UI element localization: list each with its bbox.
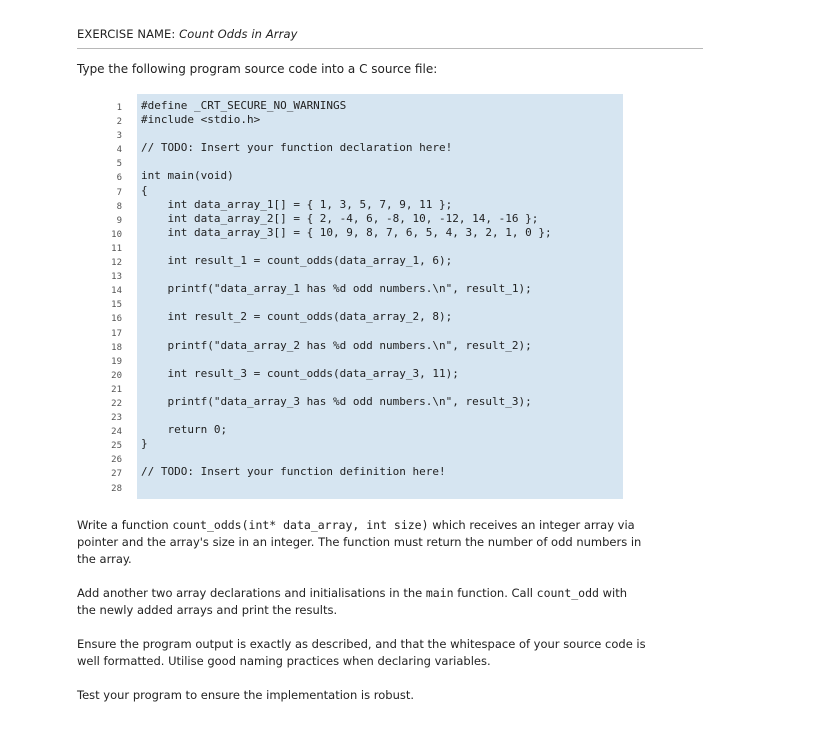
code-line: return 0; xyxy=(141,423,228,437)
count-odd-code: count_odd xyxy=(536,586,599,600)
code-line xyxy=(141,480,621,494)
line-number: 8 xyxy=(116,201,122,212)
instruction-text: function. Call xyxy=(453,586,537,600)
instruction-text: which receives an integer array via pointer and the array's size in an integer. The function must return the number of odd numbers in the array. xyxy=(77,518,642,566)
exercise-label: EXERCISE NAME: xyxy=(77,27,176,41)
function-signature-code: count_odds(int* data_array, int size) xyxy=(172,518,429,532)
line-number: 20 xyxy=(111,370,122,381)
code-line xyxy=(141,409,621,423)
line-number: 6 xyxy=(116,173,122,184)
code-line: int data_array_2[] = { 2, -4, 6, -8, 10, -12, 14, -16 }; xyxy=(141,211,539,225)
line-number: 4 xyxy=(116,145,122,156)
code-line: // TODO: Insert your function definition here! xyxy=(141,465,446,479)
code-line: printf("data_array_2 has %d odd numbers.\n", result_2); xyxy=(141,338,532,352)
code-line: printf("data_array_1 has %d odd numbers.\n", result_1); xyxy=(141,282,532,296)
line-number: 28 xyxy=(111,483,122,494)
code-line: // TODO: Insert your function declaration here! xyxy=(141,141,453,155)
line-number: 23 xyxy=(111,413,122,424)
line-number: 17 xyxy=(111,328,122,339)
main-function-code: main xyxy=(425,586,454,600)
code-line xyxy=(141,325,621,339)
code-line: { xyxy=(141,183,148,197)
line-number: 27 xyxy=(111,469,122,480)
code-line xyxy=(141,268,621,282)
code-line: int result_3 = count_odds(data_array_3, 11); xyxy=(141,366,459,380)
exercise-name: Count Odds in Array xyxy=(179,27,298,41)
instruction-text: Write a function xyxy=(77,518,173,532)
code-line: } xyxy=(141,437,148,451)
code-line xyxy=(141,296,621,310)
instruction-paragraph-3: Ensure the program output is exactly as described, and that the whitespace of your source code is well formatted. Utilise good naming practices when declaring variables. xyxy=(77,637,646,668)
exercise-heading xyxy=(77,27,298,41)
line-number: 22 xyxy=(111,398,122,409)
code-line xyxy=(141,127,621,141)
line-number: 3 xyxy=(116,131,122,142)
code-line xyxy=(141,155,621,169)
instruction-text: Add another two array declarations and initialisations in the xyxy=(77,586,426,600)
instruction-text: with the newly added arrays and print the results. xyxy=(77,586,628,617)
intro-text: Type the following program source code into a C source file: xyxy=(77,62,438,76)
line-number: 7 xyxy=(116,187,122,198)
code-line: int main(void) xyxy=(141,169,234,183)
instruction-paragraph-2 xyxy=(77,585,647,619)
line-number: 18 xyxy=(111,342,122,353)
line-number: 25 xyxy=(111,441,122,452)
line-number: 26 xyxy=(111,455,122,466)
code-line xyxy=(141,353,621,367)
line-number: 1 xyxy=(116,103,122,113)
code-line: int result_1 = count_odds(data_array_1, 6); xyxy=(141,254,453,268)
line-number: 13 xyxy=(111,272,122,283)
line-number: 12 xyxy=(111,258,122,269)
line-number: 14 xyxy=(111,286,122,297)
line-number: 2 xyxy=(116,117,122,128)
code-line xyxy=(141,240,621,254)
line-number: 24 xyxy=(111,427,122,438)
code-line xyxy=(141,381,621,395)
line-number-gutter xyxy=(100,101,122,496)
code-line: #include <stdio.h> xyxy=(141,113,261,127)
line-number: 16 xyxy=(111,314,122,325)
code-listing xyxy=(141,99,621,494)
code-line: #define _CRT_SECURE_NO_WARNINGS xyxy=(141,99,347,112)
line-number: 21 xyxy=(111,384,122,395)
code-line: int data_array_3[] = { 10, 9, 8, 7, 6, 5, 4, 3, 2, 1, 0 }; xyxy=(141,225,552,239)
line-number: 5 xyxy=(116,159,122,170)
line-number: 9 xyxy=(116,215,122,226)
code-line xyxy=(141,451,621,465)
line-number: 19 xyxy=(111,356,122,367)
code-line: int result_2 = count_odds(data_array_2, 8); xyxy=(141,310,453,324)
code-line: printf("data_array_3 has %d odd numbers.\n", result_3); xyxy=(141,394,532,408)
line-number: 11 xyxy=(111,243,122,254)
heading-divider xyxy=(77,48,703,49)
code-line: int data_array_1[] = { 1, 3, 5, 7, 9, 11 }; xyxy=(141,197,453,211)
instruction-paragraph-4: Test your program to ensure the implementation is robust. xyxy=(77,688,415,702)
line-number: 15 xyxy=(111,300,122,311)
line-number: 10 xyxy=(111,229,122,240)
instruction-paragraph-1 xyxy=(77,517,647,568)
